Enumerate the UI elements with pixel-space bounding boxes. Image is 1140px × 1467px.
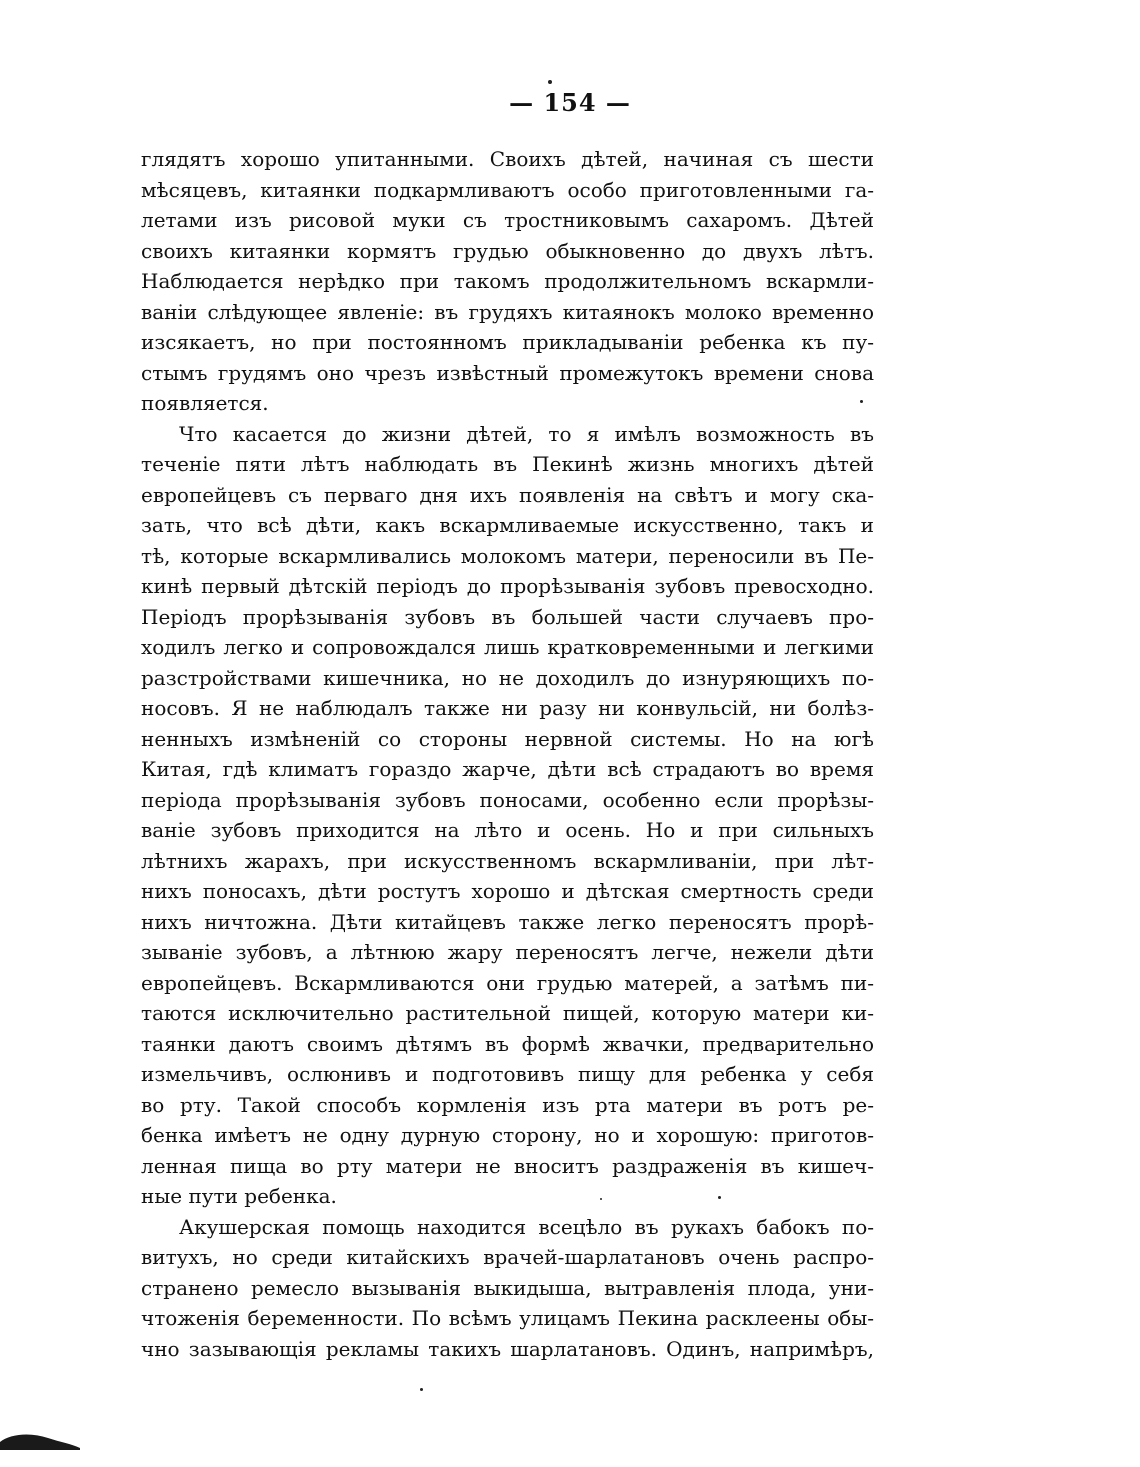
- text-line: мѣсяцевъ, китаянки подкармливаютъ особо приготовленными га-: [141, 177, 874, 202]
- text-line: чтоженія беременности. По всѣмъ улицамъ Пекина расклеены обы-: [141, 1306, 874, 1330]
- scan-speck: [718, 1196, 721, 1199]
- scan-blot: [0, 1428, 80, 1450]
- text-line: тѣ, которые вскармливались молокомъ матери, переносили въ Пе-: [141, 543, 874, 568]
- text-line: своихъ китаянки кормятъ грудью обыкновенно до двухъ лѣтъ.: [141, 238, 874, 263]
- text-line: таянки даютъ своимъ дѣтямъ въ формѣ жвачки, предварительно: [141, 1031, 874, 1056]
- text-line: странено ремесло вызыванія выкидыша, вытравленія плода, уни-: [141, 1275, 874, 1300]
- text-line: чно зазывающія рекламы такихъ шарлатановъ. Одинъ, напримѣръ,: [141, 1336, 874, 1361]
- text-line: періода прорѣзыванія зубовъ поносами, особенно если прорѣзы-: [141, 787, 874, 812]
- text-line: зать, что всѣ дѣти, какъ вскармливаемые искусственно, такъ и: [141, 513, 874, 537]
- text-line: Періодъ прорѣзыванія зубовъ въ большей части случаевъ про-: [141, 604, 874, 629]
- text-line: ленная пища во рту матери не вноситъ раздраженія въ кишеч-: [141, 1153, 874, 1178]
- scan-speck: [420, 1388, 423, 1391]
- text-line: Акушерская помощь находится всецѣло въ рукахъ бабокъ по-: [179, 1214, 874, 1239]
- text-line: витухъ, но среди китайскихъ врачей-шарлатановъ очень распро-: [141, 1245, 874, 1269]
- text-line: лѣтнихъ жарахъ, при искусственномъ вскармливаніи, при лѣт-: [141, 848, 874, 873]
- text-line: Что касается до жизни дѣтей, то я имѣлъ возможность въ: [179, 421, 874, 446]
- text-body: [141, 144, 874, 1364]
- text-line: стымъ грудямъ оно чрезъ извѣстный промежутокъ времени снова: [141, 360, 874, 385]
- scan-speck: [600, 1198, 602, 1200]
- text-line: теченіе пяти лѣтъ наблюдать въ Пекинѣ жизнь многихъ дѣтей: [141, 452, 874, 476]
- text-line: бенка имѣетъ не одну дурную сторону, но и хорошую: приготов-: [141, 1123, 874, 1147]
- page-number: — 154 —: [509, 88, 631, 117]
- text-line: европейцевъ съ перваго дня ихъ появленія на свѣтъ и могу ска-: [141, 482, 874, 507]
- text-line: изсякаетъ, но при постоянномъ прикладываніи ребенка къ пу-: [141, 330, 874, 354]
- text-line: ваніе зубовъ приходится на лѣто и осень. Но и при сильныхъ: [141, 818, 874, 842]
- text-line: ходилъ легко и сопровождался лишь кратковременными и легкими: [141, 635, 874, 659]
- text-line: ненныхъ измѣненій со стороны нервной системы. Но на югѣ: [141, 726, 874, 751]
- text-line: нихъ ничтожна. Дѣти китайцевъ также легко переносятъ прорѣ-: [141, 909, 874, 934]
- text-line: зываніе зубовъ, а лѣтнюю жару переносятъ легче, нежели дѣти: [141, 940, 874, 964]
- scan-speck: [860, 400, 863, 403]
- text-line: летами изъ рисовой муки съ тростниковымъ сахаромъ. Дѣтей: [141, 208, 874, 232]
- text-line: кинѣ первый дѣтскій періодъ до прорѣзыванія зубовъ превосходно.: [141, 574, 874, 598]
- text-line: ваніи слѣдующее явленіе: въ грудяхъ китаянокъ молоко временно: [141, 299, 874, 324]
- text-line: Наблюдается нерѣдко при такомъ продолжительномъ вскармли-: [141, 269, 874, 293]
- text-line: появляется.: [141, 391, 269, 415]
- text-line: во рту. Такой способъ кормленія изъ рта матери въ ротъ ре-: [141, 1092, 874, 1117]
- text-line: ные пути ребенка.: [141, 1184, 337, 1208]
- text-line: носовъ. Я не наблюдалъ также ни разу ни конвульсій, ни болѣз-: [141, 696, 874, 720]
- text-line: европейцевъ. Вскармливаются они грудью матерей, а затѣмъ пи-: [141, 970, 874, 995]
- text-line: разстройствами кишечника, но не доходилъ до изнуряющихъ по-: [141, 665, 874, 690]
- text-line: измельчивъ, ослюнивъ и подготовивъ пищу для ребенка у себя: [141, 1062, 874, 1086]
- text-line: таются исключительно растительной пищей, которую матери ки-: [141, 1001, 874, 1025]
- text-line: нихъ поносахъ, дѣти ростутъ хорошо и дѣтская смертность среди: [141, 879, 874, 903]
- scan-speck: [548, 80, 552, 84]
- text-line: глядятъ хорошо упитанными. Своихъ дѣтей, начиная съ шести: [141, 147, 874, 171]
- text-line: Китая, гдѣ климатъ гораздо жарче, дѣти всѣ страдаютъ во время: [141, 757, 874, 781]
